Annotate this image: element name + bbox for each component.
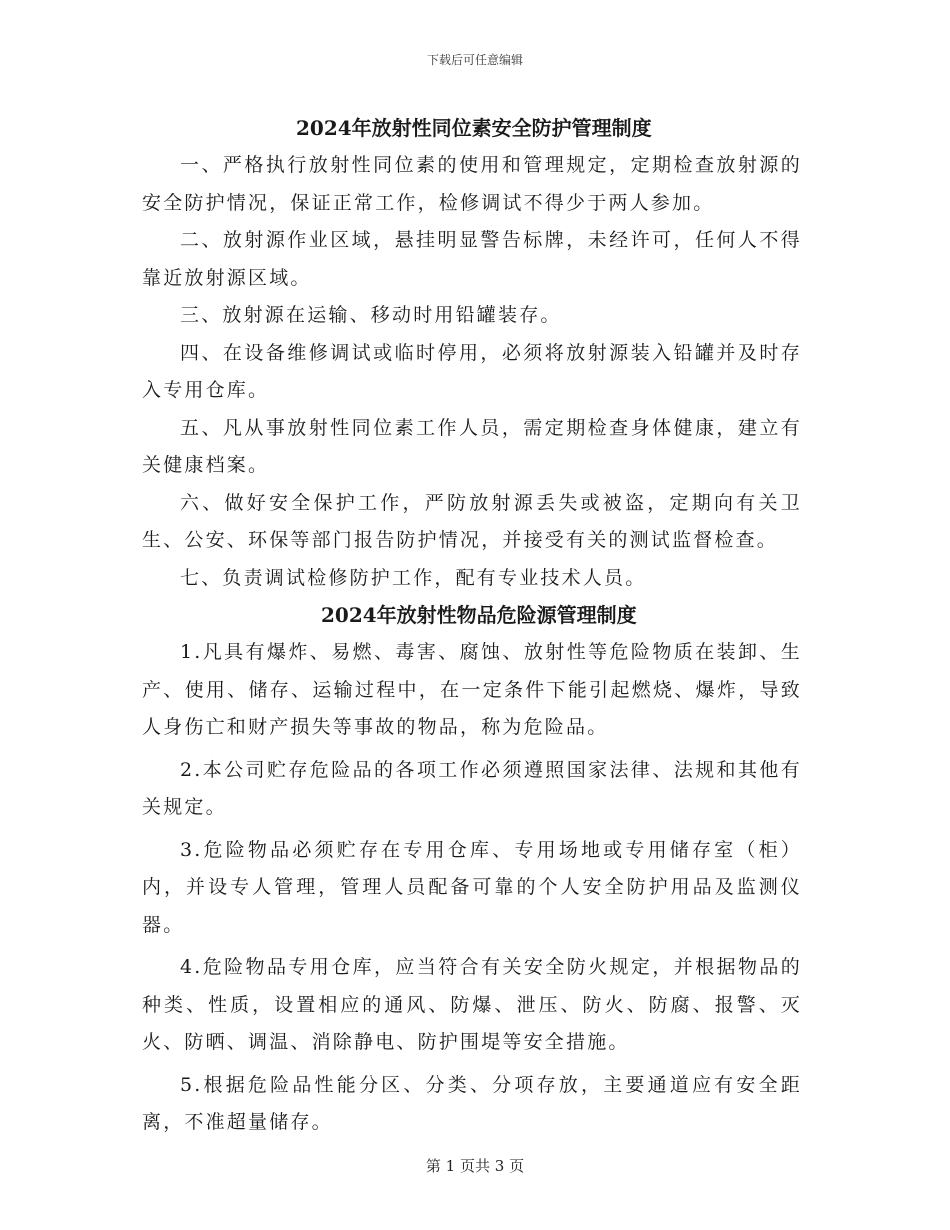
page-header-note: 下载后可任意编辑 [426,53,523,67]
section-1-paragraph: 五、凡从事放射性同位素工作人员，需定期检查身体健康，建立有关健康档案。 [142,416,802,476]
section-1-paragraph: 三、放射源在运输、移动时用铅罐装存。 [180,304,562,326]
page-number: 第 1 页共 3 页 [425,1157,525,1175]
section-2-title: 2024年放射性物品危险源管理制度 [321,603,637,627]
section-1-paragraph: 四、在设备维修调试或临时停用，必须将放射源装入铅罐并及时存入专用仓库。 [142,341,802,401]
section-2-paragraph: 5.根据危险品性能分区、分类、分项存放，主要通道应有安全距离，不准超量储存。 [142,1073,802,1133]
section-1-title: 2024年放射性同位素安全防护管理制度 [296,116,652,140]
section-1-paragraph: 七、负责调试检修防护工作，配有专业技术人员。 [180,566,647,589]
section-2-paragraph: 3.危险物品必须贮存在专用仓库、专用场地或专用储存室（柜）内，并设专人管理，管理人员配备可靠的个人安全防护用品及监测仪器。 [142,838,802,936]
section-2-paragraph: 2.本公司贮存危险品的各项工作必须遵照国家法律、法规和其他有关规定。 [142,758,802,818]
section-2-paragraph: 4.危险物品专用仓库，应当符合有关安全防火规定，并根据物品的种类、性质，设置相应的通风、防爆、泄压、防火、防腐、报警、灭火、防晒、调温、消除静电、防护围堤等安全措施。 [142,956,802,1053]
section-1-paragraph: 一、严格执行放射性同位素的使用和管理规定，定期检查放射源的安全防护情况，保证正常工作，检修调试不得少于两人参加。 [142,154,802,214]
section-1-paragraph: 二、放射源作业区域，悬挂明显警告标牌，未经许可，任何人不得靠近放射源区域。 [142,229,802,289]
document-body [142,110,802,1142]
section-2-paragraph: 1.凡具有爆炸、易燃、毒害、腐蚀、放射性等危险物质在装卸、生产、使用、储存、运输过程中，在一定条件下能引起燃烧、爆炸，导致人身伤亡和财产损失等事故的物品，称为危险品。 [142,641,802,738]
section-1-paragraph: 六、做好安全保护工作，严防放射源丢失或被盗，定期向有关卫生、公安、环保等部门报告防护情况，并接受有关的测试监督检查。 [142,491,802,551]
